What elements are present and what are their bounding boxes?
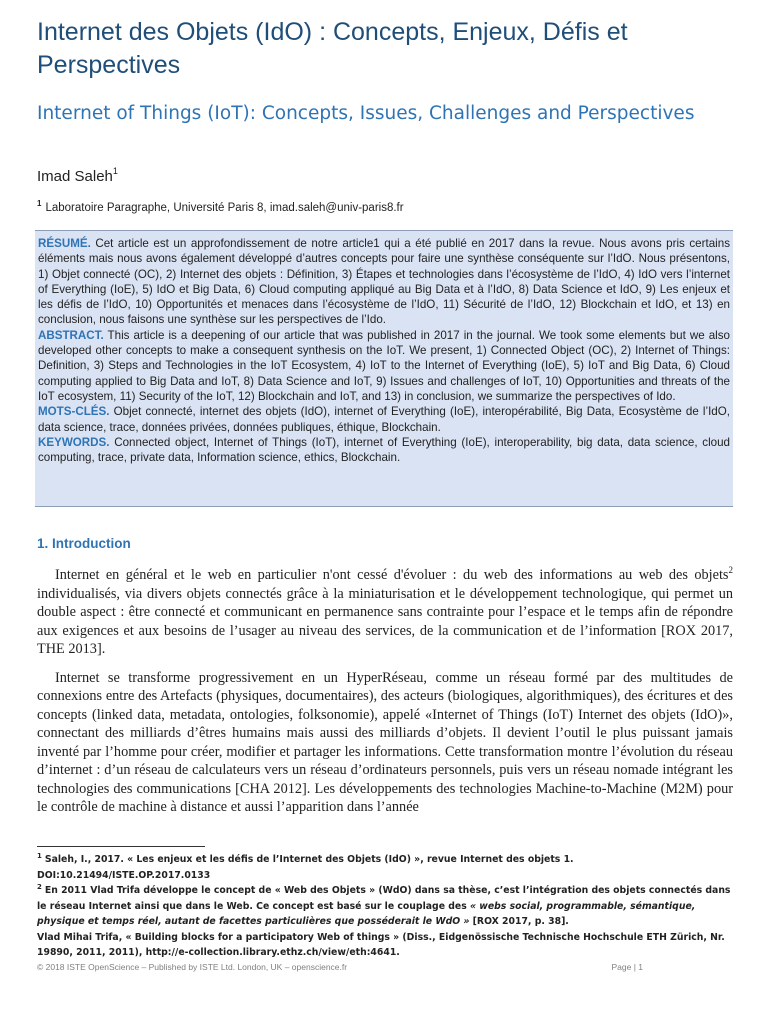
footnote-1-line-1: Saleh, I., 2017. « Les enjeux et les défis de l’Internet des Objets (IdO) », revue Internet des objets 1. — [44, 854, 574, 865]
affiliation-text: Laboratoire Paragraphe, Université Paris 8, imad.saleh@univ-paris8.fr — [45, 202, 404, 214]
footnotes — [37, 852, 733, 961]
affiliation-line — [37, 199, 404, 214]
abstract-text: This article is a deepening of our article that was published in 2017 in the journal. We took some elements but we also developed other concepts to make a consequent synthesis on the IoT. We present, 1) Connected Object (OC), 2) Internet of Things: Definition, 3) Steps and Technologies in the IoT Ecosystem, 4) IoT to the Internet of Everything (IoE), 5) IoT and Big Data, 6) Cloud computing applied to Big Data and IoT, 8) Data Science and IoT, 9) Issues and challenges of IoT, 10) Opportunities and threats of the IoT ecosystem, 11) Security of the IoT, 12) Blockchain and IoT, and 13) in conclusion, we summarize the perspectives of Ido. — [38, 328, 730, 403]
keywords-label: KEYWORDS. — [38, 435, 110, 449]
footnote-ref-2: 2 — [728, 565, 733, 575]
introduction-body — [37, 566, 733, 827]
footnote-2-text-a: En 2011 Vlad Trifa développe le concept de « Web des Objets » (WdO) dans sa thèse, c’est l’intégration des objets connectés dans le réseau Internet ainsi que dans le Web. Ce concept est basé sur le couplage des — [37, 885, 731, 912]
abstract-paragraph — [38, 328, 730, 404]
footnote-1-mark: 1 — [37, 852, 42, 860]
title-french: Internet des Objets (IdO) : Concepts, Enjeux, Défis et Perspectives — [37, 18, 628, 79]
footnote-2-mark: 2 — [37, 883, 42, 891]
footer-page-number: Page | 1 — [611, 962, 643, 972]
motscles-label: MOTS-CLÉS. — [38, 405, 110, 419]
footnote-2-text-b: [ROX 2017, p. 38]. — [469, 916, 569, 927]
author-line — [37, 166, 118, 185]
section-heading-introduction: 1. Introduction — [37, 536, 131, 551]
author-name: Imad Saleh — [37, 168, 113, 185]
footnote-separator — [37, 846, 205, 847]
resume-label: RÉSUMÉ. — [38, 237, 91, 250]
body-paragraph-1-text-a: Internet en général et le web en particulier n'ont cessé d'évoluer : du web des informations au web des objets — [55, 567, 729, 583]
footnote-1 — [37, 852, 733, 868]
keywords-paragraph — [38, 435, 730, 466]
footnote-2 — [37, 883, 733, 930]
abstract-label: ABSTRACT. — [38, 328, 104, 342]
body-paragraph-2: Internet se transforme progressivement en un HyperRéseau, comme un réseau formé par des multitudes de connexions entre des Artefacts (physiques, documentaires), des acteurs (biologiques, algorithmiques), des écritures et des concepts (linked data, metadata, ontologies, folksonomie), appelé «Internet of Things (IoT) Internet des objets (IdO)», connectant des milliards d’êtres humains mais aussi des milliards d’objets. Il devient l’outil le plus puissant jamais inventé par l’homme pour créer, modifier et partager les informations. Cette transformation montre l’évolution du réseau d’internet : d’un réseau de calculateurs vers un réseau d’ordinateurs personnels, puis vers un réseau nomade intégrant les technologies des communications [CHA 2012]. Les développements des technologies Machine-to-Machine (M2M) pour le contrôle de machine à distance et aussi l’apparition dans l’année — [37, 669, 733, 815]
footer-copyright: © 2018 ISTE OpenScience – Published by ISTE Ltd. London, UK – openscience.fr — [37, 962, 348, 972]
keywords-text: Connected object, Internet of Things (IoT), internet of Everything (IoE), interoperability, big data, data science, cloud computing, trace, private data, Information science, ethics, Blockchain. — [38, 435, 730, 465]
affiliation-mark: 1 — [37, 199, 42, 208]
abstract-box — [35, 230, 733, 507]
resume-text: Cet article est un approfondissement de notre article1 qui a été publié en 2017 dans la revue. Nous avons pris certains éléments mais nous avons également développé d’autres concepts pour faire une synthèse conséquente sur l’IdO. Nous présentons, 1) Objet connecté (OC), 2) Internet des objets : Définition, 3) Étapes et technologies dans l’écosystème de l’IdO, 4) IdO vers l’internet of Everything (IoE), 5) IdO et Big Data, 6) Cloud computing appliqué au Big Data et à l’IdO, 8) Data Science et IdO, 9) Les enjeux et les défis de l’IdO, 10) Opportunités et menaces dans l’écosystème de l’IdO, 11) Sécurité de l’IdO, 12) Blockchain et IdO, et 13) en conclusion, nous faisons une synthèse sur les perspectives de l’Ido. — [38, 237, 730, 327]
resume-paragraph — [38, 236, 730, 328]
footnote-2-reference: Vlad Mihai Trifa, « Building blocks for a participatory Web of things » (Diss., Eidgenössische Technische Hochschule ETH Zürich, Nr. 19890, 2011, 2011), http://e-collection.library.ethz.ch/view/eth:4641. — [37, 931, 725, 958]
title-english: Internet of Things (IoT): Concepts, Issues, Challenges and Perspectives — [37, 103, 695, 124]
body-paragraph-1 — [37, 566, 733, 659]
footnote-2-quote: « webs social, programmable, sémantique, physique et temps réel, autant de facettes particulières que posséderait le WdO » — [37, 900, 696, 927]
footnote-1-doi: DOI:10.21494/ISTE.OP.2017.0133 — [37, 869, 211, 881]
motscles-text: Objet connecté, internet des objets (IdO), internet of Everything (IoE), interopérabilité, Big Data, Ecosystème de l’IdO, data science, trace, données privées, données publiques, éthique, Blockchain. — [38, 405, 730, 434]
body-paragraph-1-text-b: individualisés, via divers objets connectés grâce à la miniaturisation et le développement technologique, qui permet un double aspect : être connecté et communicant en permanence sans contrainte pour l’espace et le temps afin de répondre aux exigences et aux besoins de l’usager au niveau des services, de la communication et de l’information [ROX 2017, THE 2013]. — [37, 585, 733, 657]
motscles-paragraph — [38, 404, 730, 435]
author-affiliation-mark: 1 — [112, 166, 118, 176]
